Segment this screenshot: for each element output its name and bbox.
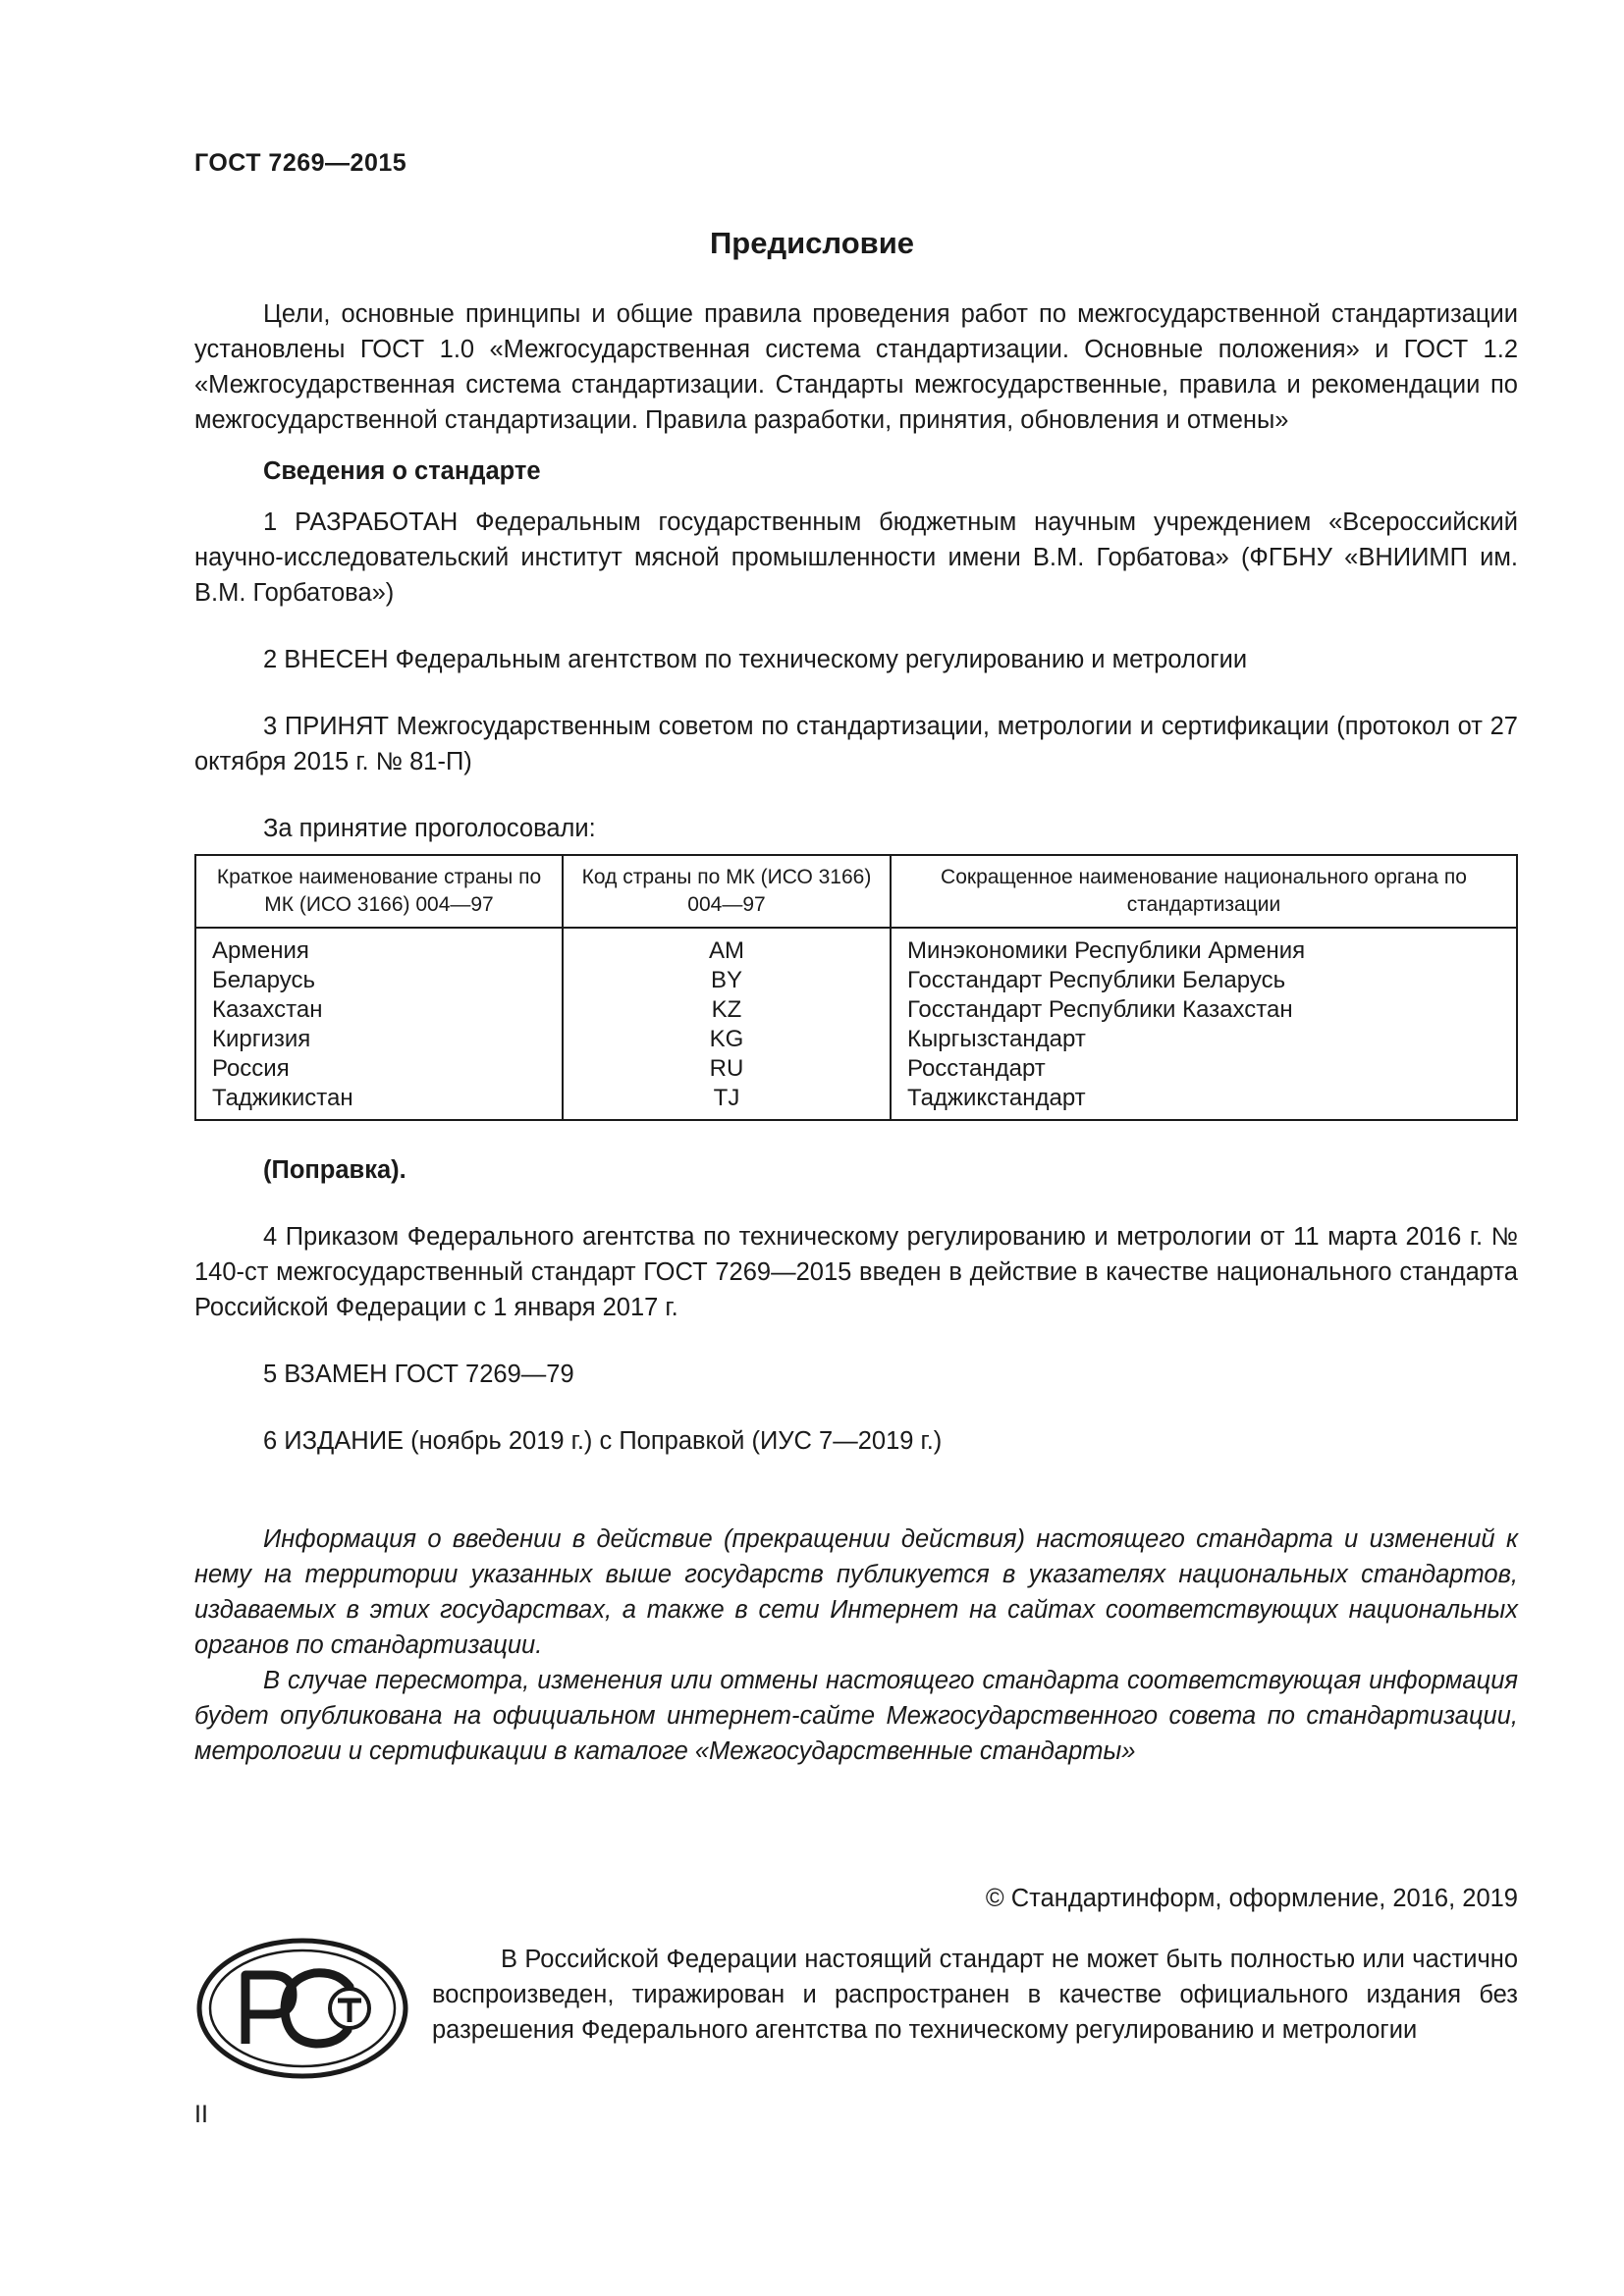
reproduction-notice: В Российской Федерации настоящий стандарт не может быть полностью или частично воспроизведен, тиражирован и распространен в качестве официального издания без разрешения Федерального агентства по техническому регулированию и метрологии	[432, 1946, 1518, 2044]
header-code: Код страны по МК (ИСО 3166) 004—97	[563, 855, 891, 928]
table-row	[195, 1084, 1517, 1120]
item-developed: 1 РАЗРАБОТАН Федеральным государственным бюджетным научным учреждением «Всероссийский научно-исследовательский институт мясной промышленности имени В.М. Горбатова» (ФГБНУ «ВНИИМП им. В.М. Горбатова»)	[194, 508, 1518, 607]
country-cell: Беларусь	[195, 966, 563, 995]
table-row	[195, 995, 1517, 1025]
intro-paragraph: Цели, основные принципы и общие правила проведения работ по межгосударственной стандартизации установлены ГОСТ 1.0 «Межгосударственная система стандартизации. Основные положения» и ГОСТ 1.2 «Межгосударственная система стандартизации. Стандарты межгосударственные, правила и рекомендации по межгосударственной стандартизации. Правила разработки, принятия, обновления и отмены»	[194, 300, 1518, 434]
table-row	[195, 1025, 1517, 1054]
body-cell: Минэкономики Республики Армения	[891, 928, 1517, 966]
body-cell: Госстандарт Республики Казахстан	[891, 995, 1517, 1025]
body-cell: Таджикстандарт	[891, 1084, 1517, 1120]
body-cell: Кыргызстандарт	[891, 1025, 1517, 1054]
country-cell: Казахстан	[195, 995, 563, 1025]
code-cell: KZ	[563, 995, 891, 1025]
table-row	[195, 966, 1517, 995]
item-replaces: 5 ВЗАМЕН ГОСТ 7269—79	[263, 1361, 574, 1388]
table-row	[195, 1054, 1517, 1084]
body-cell: Госстандарт Республики Беларусь	[891, 966, 1517, 995]
rst-certification-logo-icon	[194, 1936, 410, 2081]
country-cell: Россия	[195, 1054, 563, 1084]
header-national-body: Сокращенное наименование национального органа по стандартизации	[891, 855, 1517, 928]
country-cell: Армения	[195, 928, 563, 966]
code-cell: RU	[563, 1054, 891, 1084]
info-italic-1: Информация о введении в действие (прекращении действия) настоящего стандарта и изменений к нему на территории указанных выше государств публикуется в указателях национальных стандартов, издаваемых в этих государствах, а также в сети Интернет на сайтах соответствующих национальных органов по стандартизации.	[194, 1525, 1518, 1659]
item-introduced: 2 ВНЕСЕН Федеральным агентством по техническому регулированию и метрологии	[263, 646, 1248, 673]
body-cell: Росстандарт	[891, 1054, 1517, 1084]
table-row	[195, 928, 1517, 966]
code-cell: KG	[563, 1025, 891, 1054]
country-cell: Киргизия	[195, 1025, 563, 1054]
voted-label: За принятие проголосовали:	[263, 815, 596, 842]
code-cell: BY	[563, 966, 891, 995]
info-heading: Сведения о стандарте	[263, 457, 541, 485]
item-adopted: 3 ПРИНЯТ Межгосударственным советом по стандартизации, метрологии и сертификации (протокол от 27 октября 2015 г. № 81-П)	[194, 713, 1518, 775]
info-italic-2: В случае пересмотра, изменения или отмены настоящего стандарта соответствующая информация будет опубликована на официальном интернет-сайте Межгосударственного совета по стандартизации, метрологии и сертификации в каталоге «Межгосударственные стандарты»	[194, 1667, 1518, 1765]
item-order: 4 Приказом Федерального агентства по техническому регулированию и метрологии от 11 марта 2016 г. № 140-ст межгосударственный стандарт ГОСТ 7269—2015 введен в действие в качестве национального стандарта Российской Федерации с 1 января 2017 г.	[194, 1223, 1518, 1321]
document-number: ГОСТ 7269—2015	[194, 149, 407, 177]
page-number: II	[194, 2101, 208, 2128]
item-edition: 6 ИЗДАНИЕ (ноябрь 2019 г.) с Поправкой (ИУС 7—2019 г.)	[263, 1427, 943, 1455]
page-title: Предисловие	[709, 226, 914, 260]
amendment-label: (Поправка).	[263, 1156, 406, 1184]
document-body	[194, 296, 1518, 1769]
code-cell: AM	[563, 928, 891, 966]
country-cell: Таджикистан	[195, 1084, 563, 1120]
voting-table	[194, 854, 1518, 1121]
header-country: Краткое наименование страны по МК (ИСО 3166) 004—97	[195, 855, 563, 928]
code-cell: TJ	[563, 1084, 891, 1120]
table-header-row	[195, 855, 1517, 928]
copyright-notice: © Стандартинформ, оформление, 2016, 2019	[985, 1885, 1518, 1912]
